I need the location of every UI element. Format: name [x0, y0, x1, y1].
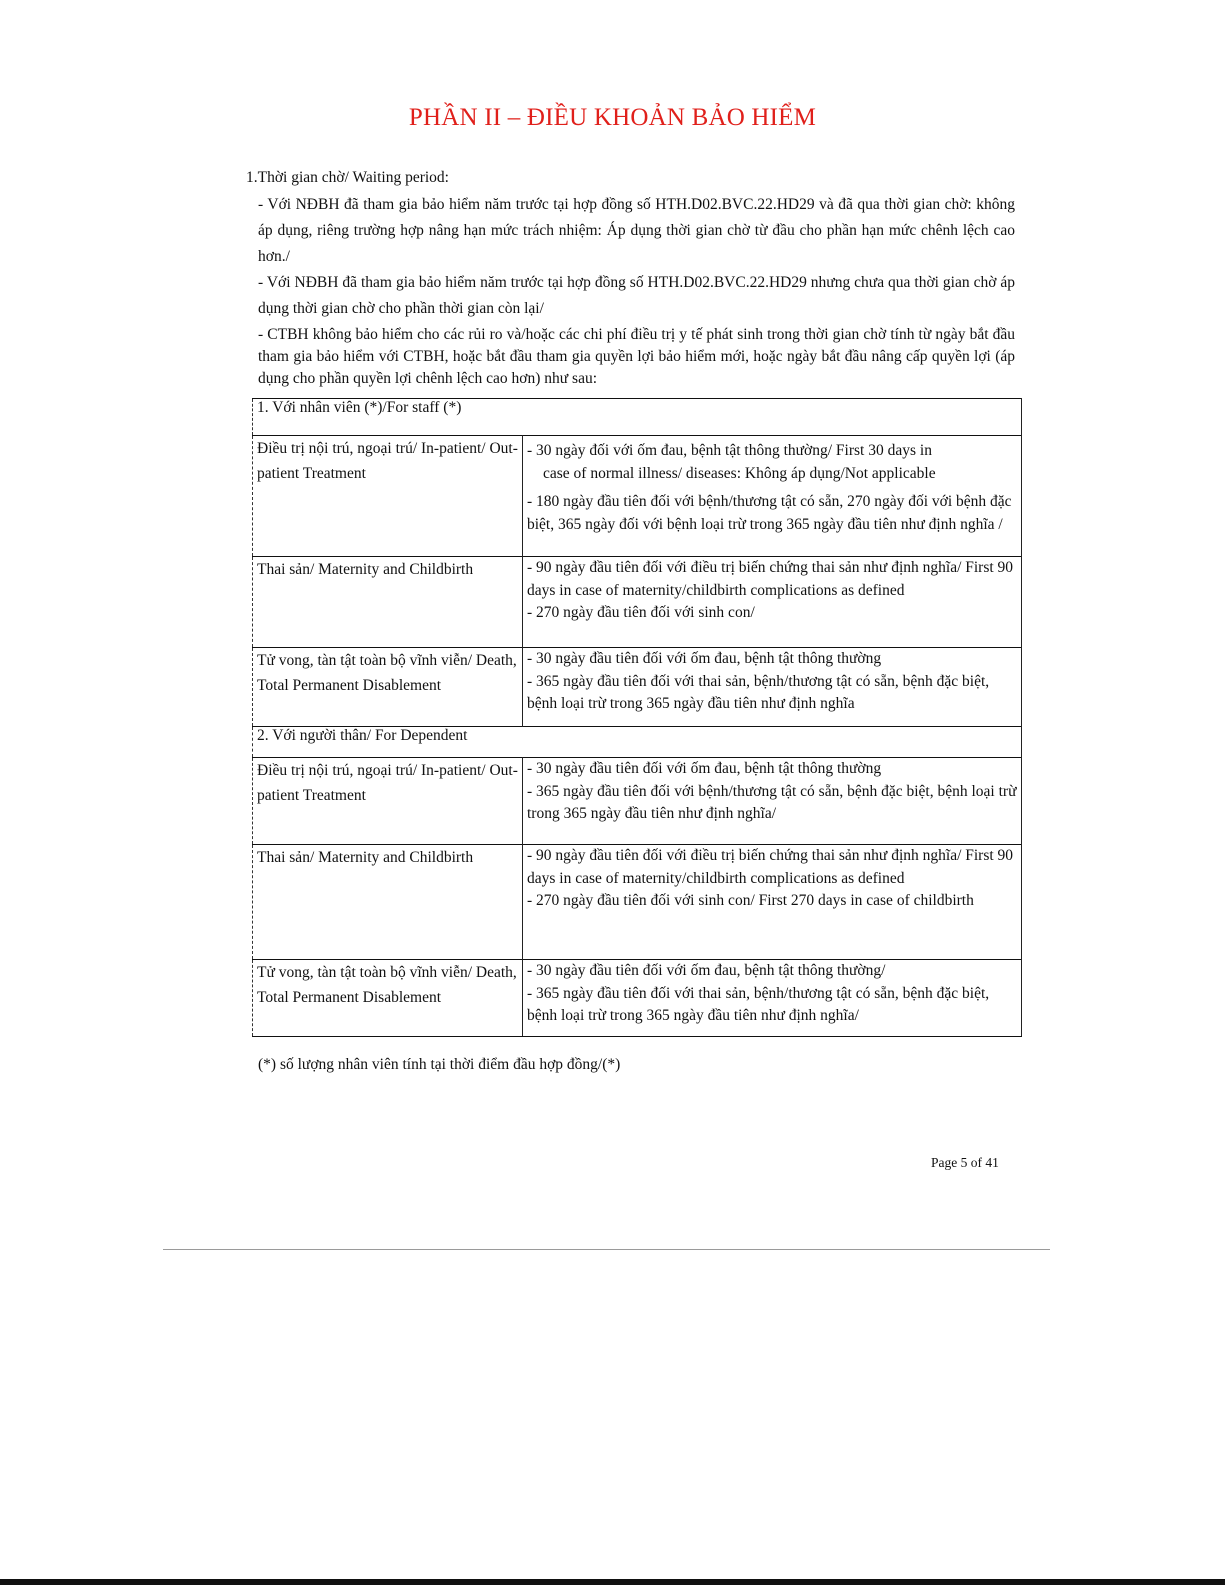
- waiting-period-table: [252, 398, 1022, 1037]
- detail-line: - 270 ngày đầu tiên đối với sinh con/: [527, 604, 755, 621]
- detail-line: - 30 ngày đối với ốm đau, bệnh tật thông thường/ First 30 days in: [527, 442, 932, 459]
- dependent-header: 2. Với người thân/ For Dependent: [257, 727, 468, 744]
- detail-line: case of normal illness/ diseases: Không áp dụng/Not applicable: [543, 464, 936, 482]
- table-row: [253, 436, 1022, 557]
- table-row: [253, 845, 1022, 960]
- benefit-label-cell: [253, 648, 523, 727]
- benefit-label-cell: [253, 960, 523, 1037]
- table-row: [253, 960, 1022, 1037]
- table-group-header: [253, 399, 1022, 436]
- staff-header-cell: [253, 399, 1022, 436]
- detail-line: - 365 ngày đầu tiên đối với thai sản, bệnh/thương tật có sẵn, bệnh đặc biệt, bệnh loại trừ trong 365 ngày đầu tiên như định nghĩa: [527, 672, 990, 712]
- benefit-label-cell: [253, 758, 523, 845]
- benefit-label: Tử vong, tàn tật toàn bộ vĩnh viễn/ Death, Total Permanent Disablement: [257, 652, 517, 694]
- benefit-label: Thai sản/ Maternity and Childbirth: [257, 849, 474, 866]
- page-divider: [163, 1249, 1050, 1250]
- detail-line: - 30 ngày đầu tiên đối với ốm đau, bệnh tật thông thường: [527, 650, 882, 667]
- benefit-label: Tử vong, tàn tật toàn bộ vĩnh viễn/ Death, Total Permanent Disablement: [257, 964, 517, 1006]
- paragraph: - CTBH không bảo hiểm cho các rủi ro và/hoặc các chi phí điều trị y tế phát sinh trong thời gian chờ tính từ ngày bắt đầu tham gia bảo hiểm với CTBH, hoặc bắt đầu tham gia quyền lợi bảo hiểm mới, hoặc ngày bắt đầu nâng cấp quyền lợi (áp dụng cho phần quyền lợi chênh lệch cao hơn) như sau:: [258, 326, 1015, 387]
- detail-line: - 180 ngày đầu tiên đối với bệnh/thương tật có sẵn, 270 ngày đối với bệnh đặc biệt, 365 ngày đối với bệnh loại trừ trong 365 ngày đầu tiên như định nghĩa /: [527, 493, 1012, 533]
- waiting-detail-cell: [523, 648, 1022, 727]
- staff-header: 1. Với nhân viên (*)/For staff (*): [257, 399, 462, 416]
- detail-line: - 30 ngày đầu tiên đối với ốm đau, bệnh tật thông thường/: [527, 962, 886, 979]
- dependent-header-cell: [253, 727, 1022, 758]
- table-row: [253, 557, 1022, 648]
- detail-line: - 270 ngày đầu tiên đối với sinh con/ First 270 days in case of childbirth: [527, 892, 974, 909]
- detail-line: - 30 ngày đầu tiên đối với ốm đau, bệnh tật thông thường: [527, 760, 882, 777]
- detail-line: - 90 ngày đầu tiên đối với điều trị biến chứng thai sản như định nghĩa/ First 90 days in case of maternity/childbirth complications as defined: [527, 559, 1014, 599]
- footnote: (*) số lượng nhân viên tính tại thời điểm đầu hợp đồng/(*): [258, 1056, 621, 1073]
- detail-line: - 365 ngày đầu tiên đối với bệnh/thương tật có sẵn, bệnh đặc biệt, bệnh loại trừ trong 365 ngày đầu tiên như định nghĩa/: [527, 782, 1017, 822]
- benefit-label-cell: [253, 557, 523, 648]
- page-title: PHẦN II – ĐIỀU KHOẢN BẢO HIỂM: [408, 104, 817, 131]
- paragraph: - Với NĐBH đã tham gia bảo hiểm năm trước tại hợp đồng số HTH.D02.BVC.22.HD29 nhưng chưa qua thời gian chờ áp dụng thời gian chờ cho phần thời gian còn lại/: [258, 274, 1015, 317]
- waiting-detail-cell: [523, 758, 1022, 845]
- table-row: [253, 648, 1022, 727]
- page-number: Page 5 of 41: [931, 1155, 999, 1170]
- waiting-detail-cell: [523, 960, 1022, 1037]
- detail-line: - 90 ngày đầu tiên đối với điều trị biến chứng thai sản như định nghĩa/ First 90 days in case of maternity/childbirth complications as defined: [527, 847, 1014, 887]
- waiting-detail-cell: [523, 845, 1022, 960]
- benefit-label: Điều trị nội trú, ngoại trú/ In-patient/ Out-patient Treatment: [257, 762, 518, 804]
- bottom-border: [0, 1579, 1225, 1585]
- waiting-detail-cell: [523, 436, 1022, 557]
- section-heading: 1.Thời gian chờ/ Waiting period:: [246, 169, 449, 186]
- benefit-label-cell: [253, 436, 523, 557]
- table-group-header: [253, 727, 1022, 758]
- table-row: [253, 758, 1022, 845]
- benefit-label-cell: [253, 845, 523, 960]
- benefit-label: Thai sản/ Maternity and Childbirth: [257, 561, 474, 578]
- paragraph: - Với NĐBH đã tham gia bảo hiểm năm trước tại hợp đồng số HTH.D02.BVC.22.HD29 và đã qua thời gian chờ: không áp dụng, riêng trường hợp nâng hạn mức trách nhiệm: Áp dụng thời gian chờ từ đầu cho phần hạn mức chênh lệch cao hơn./: [258, 196, 1015, 265]
- detail-line: - 365 ngày đầu tiên đối với thai sản, bệnh/thương tật có sẵn, bệnh đặc biệt, bệnh loại trừ trong 365 ngày đầu tiên như định nghĩa/: [527, 984, 990, 1024]
- benefit-label: Điều trị nội trú, ngoại trú/ In-patient/ Out-patient Treatment: [257, 440, 518, 482]
- waiting-detail-cell: [523, 557, 1022, 648]
